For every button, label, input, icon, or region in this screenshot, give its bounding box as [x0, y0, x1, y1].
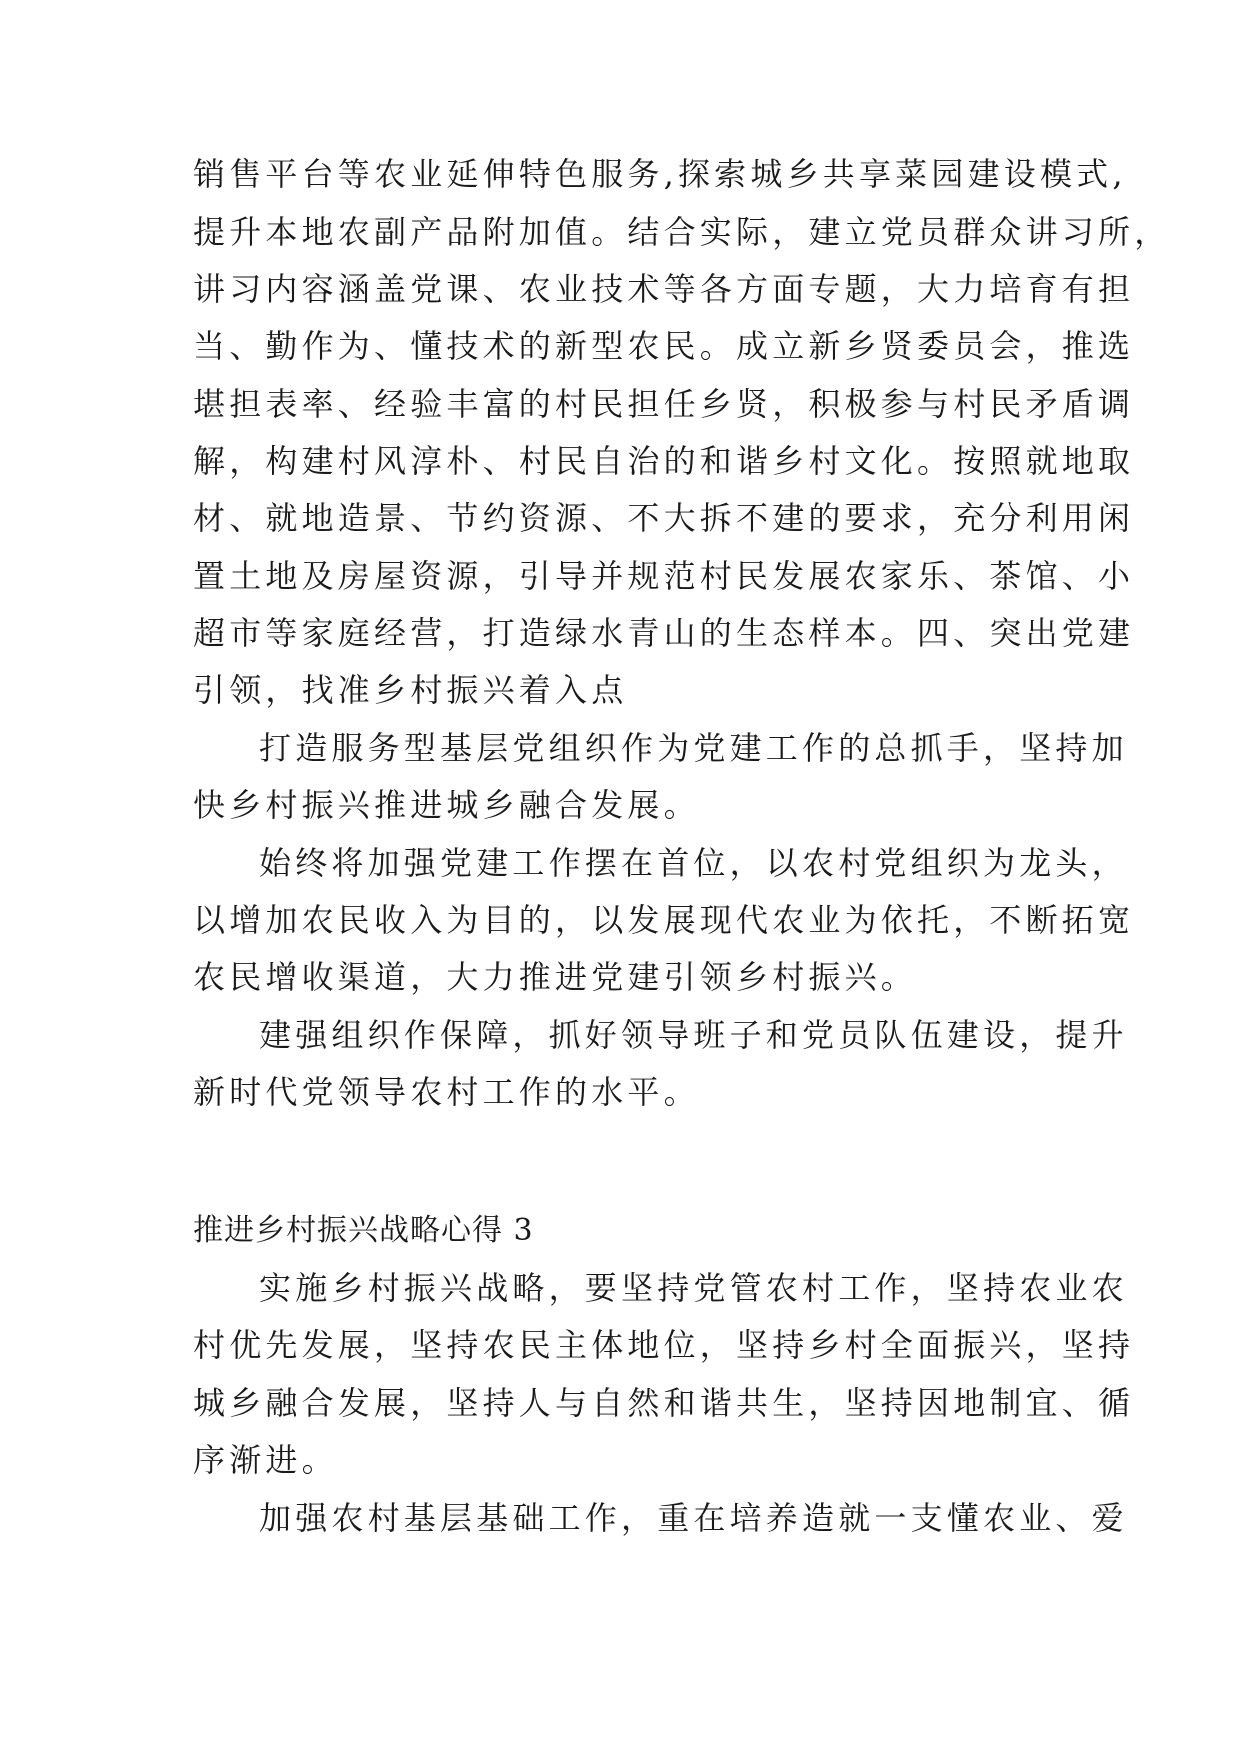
- section-title: 推进乡村振兴战略心得 3: [193, 1213, 534, 1248]
- paragraph-6-line-1: 加强农村基层基础工作，重在培养造就一支懂农业、爱: [259, 1499, 1128, 1537]
- paragraph-2-line-1: 打造服务型基层党组织作为党建工作的总抓手，坚持加: [259, 729, 1128, 767]
- paragraph-1-line-1: 销售平台等农业延伸特色服务,探索城乡共享菜园建设模式,: [193, 155, 1127, 193]
- paragraph-1-line-6: 解，构建村风淳朴、村民自治的和谐乡村文化。按照就地取: [193, 442, 1135, 480]
- paragraph-1-line-5: 堪担表率、经验丰富的村民担任乡贤，积极参与村民矛盾调: [193, 385, 1135, 423]
- paragraph-3-line-2: 以增加农民收入为目的，以发展现代农业为依托，不断拓宽: [193, 901, 1135, 939]
- paragraph-3-line-1: 始终将加强党建工作摆在首位，以农村党组织为龙头，: [259, 844, 1128, 882]
- paragraph-1-line-9: 超市等家庭经营，打造绿水青山的生态样本。四、突出党建: [193, 614, 1135, 652]
- paragraph-5-line-2: 村优先发展，坚持农民主体地位，坚持乡村全面振兴，坚持: [193, 1326, 1135, 1364]
- paragraph-3-line-3: 农民增收渠道，大力推进党建引领乡村振兴。: [193, 958, 918, 996]
- paragraph-1-line-4: 当、勤作为、懂技术的新型农民。成立新乡贤委员会，推选: [193, 327, 1135, 365]
- paragraph-1-line-2: 提升本地农副产品附加值。结合实际，建立党员群众讲习所，: [193, 213, 1171, 251]
- paragraph-4-line-1: 建强组织作保障，抓好领导班子和党员队伍建设，提升: [259, 1016, 1128, 1054]
- paragraph-1-line-10: 引领，找准乡村振兴着入点: [193, 671, 628, 709]
- paragraph-5-line-4: 序渐进。: [193, 1441, 338, 1479]
- paragraph-1-line-3: 讲习内容涵盖党课、农业技术等各方面专题，大力培育有担: [193, 270, 1135, 308]
- paragraph-1-line-8: 置土地及房屋资源，引导并规范村民发展农家乐、茶馆、小: [193, 557, 1135, 595]
- paragraph-5-line-1: 实施乡村振兴战略，要坚持党管农村工作，坚持农业农: [259, 1269, 1128, 1307]
- paragraph-4-line-2: 新时代党领导农村工作的水平。: [193, 1073, 700, 1111]
- paragraph-1-line-7: 材、就地造景、节约资源、不大拆不建的要求，充分利用闲: [193, 499, 1135, 537]
- paragraph-5-line-3: 城乡融合发展，坚持人与自然和谐共生，坚持因地制宜、循: [193, 1384, 1135, 1422]
- paragraph-2-line-2: 快乡村振兴推进城乡融合发展。: [193, 786, 700, 824]
